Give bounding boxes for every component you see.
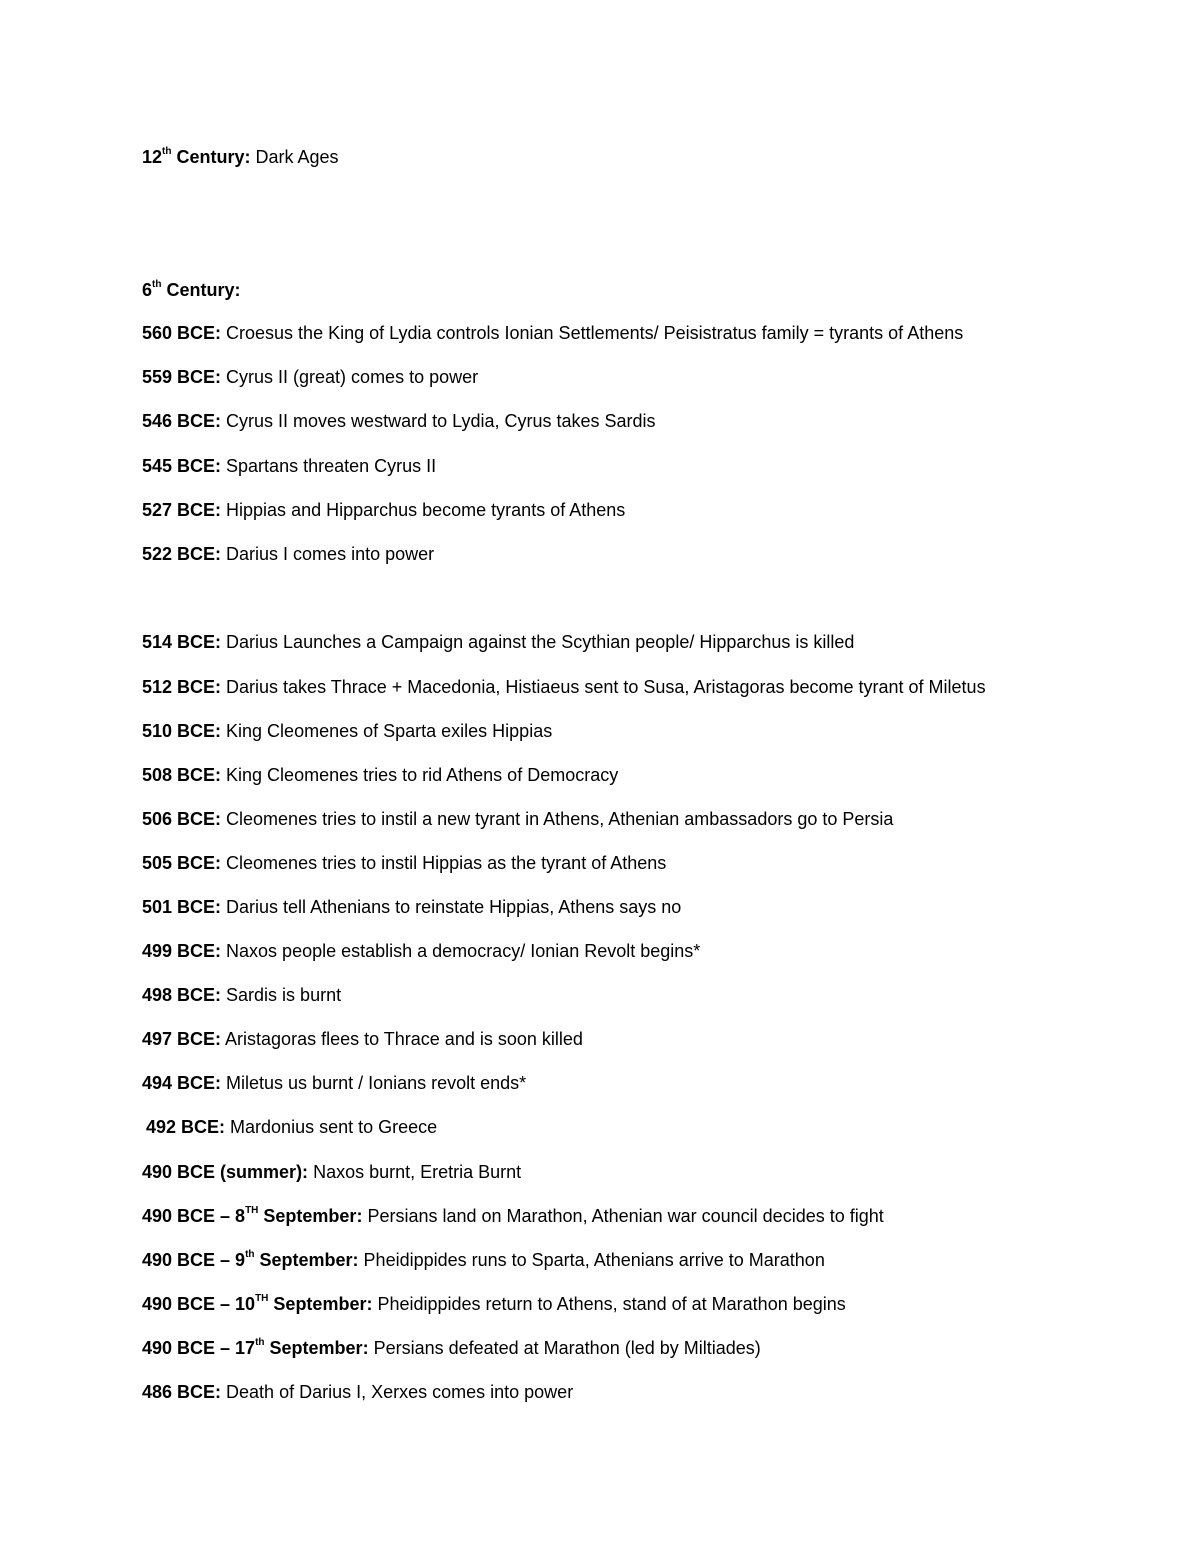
entry-date: 506 BCE: bbox=[142, 809, 222, 829]
entry-text: Persians land on Marathon, Athenian war council decides to fight bbox=[362, 1206, 884, 1226]
entry-date: 499 BCE: bbox=[142, 941, 222, 961]
timeline-entry bbox=[142, 1072, 526, 1094]
timeline-entry bbox=[142, 322, 963, 344]
timeline-entry bbox=[146, 1116, 437, 1138]
entry-text: Cyrus II moves westward to Lydia, Cyrus takes Sardis bbox=[221, 411, 656, 431]
entry-date: 501 BCE: bbox=[142, 897, 222, 917]
entry-date: 545 BCE: bbox=[142, 456, 222, 476]
entry-text: Naxos people establish a democracy/ Ionian Revolt begins* bbox=[221, 941, 701, 961]
entry-date: 498 BCE: bbox=[142, 985, 222, 1005]
entry-text: Croesus the King of Lydia controls Ionian Settlements/ Peisistratus family = tyrants of Athens bbox=[221, 323, 964, 343]
entry-date: 527 BCE: bbox=[142, 500, 222, 520]
entry-text: Miletus us burnt / Ionians revolt ends* bbox=[221, 1073, 527, 1093]
timeline-entry bbox=[142, 1028, 583, 1050]
timeline-entry-september bbox=[142, 1337, 761, 1359]
heading-label: 6th Century: bbox=[142, 279, 241, 300]
timeline-entry bbox=[142, 499, 625, 521]
entry-date: 522 BCE: bbox=[142, 544, 222, 564]
entry-date: 505 BCE: bbox=[142, 853, 222, 873]
entry-text: Darius takes Thrace + Macedonia, Histiaeus sent to Susa, Aristagoras become tyrant of Miletus bbox=[221, 677, 986, 697]
entry-date: 508 BCE: bbox=[142, 765, 222, 785]
timeline-entry bbox=[142, 631, 854, 653]
timeline-entry-september bbox=[142, 1205, 884, 1227]
entry-date: 546 BCE: bbox=[142, 411, 222, 431]
entry-date: 494 BCE: bbox=[142, 1073, 222, 1093]
entry-date: 486 BCE: bbox=[142, 1382, 222, 1402]
entry-text: Aristagoras flees to Thrace and is soon killed bbox=[221, 1029, 583, 1049]
timeline-entry-september bbox=[142, 1249, 825, 1271]
entry-text: Persians defeated at Marathon (led by Miltiades) bbox=[368, 1338, 761, 1358]
entry-date: 490 BCE – 8TH September: bbox=[142, 1205, 363, 1226]
entry-date: 490 BCE – 9th September: bbox=[142, 1249, 359, 1270]
timeline-entry bbox=[142, 720, 552, 742]
entry-text: Naxos burnt, Eretria Burnt bbox=[308, 1162, 522, 1182]
entry-date: 559 BCE: bbox=[142, 367, 222, 387]
timeline-entry bbox=[142, 1381, 573, 1403]
entry-text: Pheidippides runs to Sparta, Athenians arrive to Marathon bbox=[358, 1250, 825, 1270]
entry-text: Hippias and Hipparchus become tyrants of Athens bbox=[221, 500, 626, 520]
entry-date: 512 BCE: bbox=[142, 677, 222, 697]
timeline-entry bbox=[142, 410, 656, 432]
entry-text: Cyrus II (great) comes to power bbox=[221, 367, 479, 387]
timeline-entry bbox=[142, 543, 434, 565]
entry-text: Spartans threaten Cyrus II bbox=[221, 456, 437, 476]
entry-date: 497 BCE: bbox=[142, 1029, 222, 1049]
timeline-entry bbox=[142, 984, 341, 1006]
entry-date: 490 BCE (summer): bbox=[142, 1162, 309, 1182]
entry-text: Darius I comes into power bbox=[221, 544, 435, 564]
entry-text: Death of Darius I, Xerxes comes into power bbox=[221, 1382, 574, 1402]
timeline-entry bbox=[142, 455, 436, 477]
entry-text: Darius tell Athenians to reinstate Hippias, Athens says no bbox=[221, 897, 682, 917]
timeline-entry-september bbox=[142, 1293, 846, 1315]
heading-label: 12th Century: bbox=[142, 146, 251, 167]
timeline-entry bbox=[142, 676, 986, 698]
heading-text: Dark Ages bbox=[250, 147, 339, 167]
entry-text: King Cleomenes of Sparta exiles Hippias bbox=[221, 721, 553, 741]
timeline-entry bbox=[142, 808, 893, 830]
entry-text: Cleomenes tries to instil a new tyrant in Athens, Athenian ambassadors go to Persia bbox=[221, 809, 894, 829]
entry-text: Sardis is burnt bbox=[221, 985, 342, 1005]
timeline-entry bbox=[142, 764, 618, 786]
entry-date: 492 BCE: bbox=[146, 1117, 226, 1137]
heading-6th-century bbox=[142, 279, 240, 301]
entry-date: 510 BCE: bbox=[142, 721, 222, 741]
entry-text: King Cleomenes tries to rid Athens of Democracy bbox=[221, 765, 619, 785]
entry-text: Mardonius sent to Greece bbox=[225, 1117, 438, 1137]
timeline-entry bbox=[142, 896, 681, 918]
entry-date: 490 BCE – 17th September: bbox=[142, 1337, 369, 1358]
entry-date: 514 BCE: bbox=[142, 632, 222, 652]
entry-date: 560 BCE: bbox=[142, 323, 222, 343]
heading-12th-century bbox=[142, 146, 339, 168]
entry-text: Darius Launches a Campaign against the Scythian people/ Hipparchus is killed bbox=[221, 632, 855, 652]
timeline-entry bbox=[142, 1161, 521, 1183]
timeline-entry bbox=[142, 366, 478, 388]
timeline-entry bbox=[142, 940, 700, 962]
entry-text: Pheidippides return to Athens, stand of at Marathon begins bbox=[372, 1294, 846, 1314]
entry-text: Cleomenes tries to instil Hippias as the tyrant of Athens bbox=[221, 853, 667, 873]
timeline-entry bbox=[142, 852, 666, 874]
entry-date: 490 BCE – 10TH September: bbox=[142, 1293, 373, 1314]
